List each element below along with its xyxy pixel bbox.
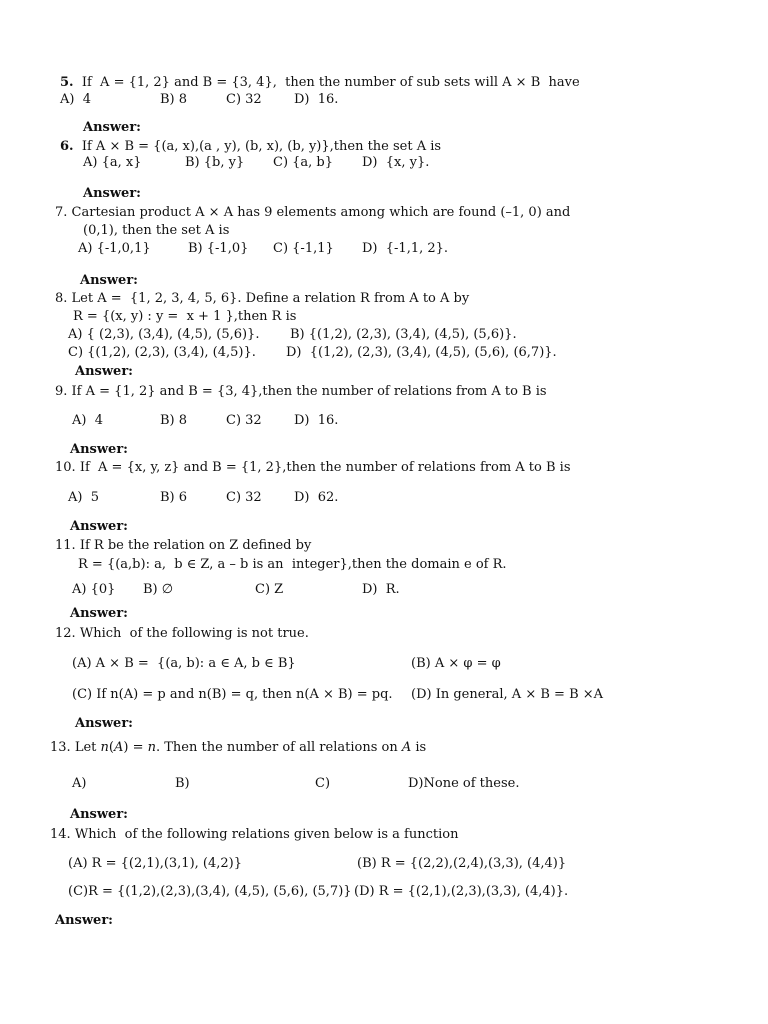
option-a: (A) R = {(2,1),(3,1), (4,2)} [68, 856, 243, 871]
question-9-stem: 9. If A = {1, 2} and B = {3, 4},then the number of relations from A to B is [55, 384, 547, 399]
answer-label: Answer: [80, 273, 138, 288]
question-10-stem: 10. If A = {x, y, z} and B = {1, 2},then the number of relations from A to B is [55, 460, 571, 475]
answer-label: Answer: [55, 913, 113, 928]
question-6-stem: 6. If A × B = {(a, x),(a , y), (b, x), (b, y)},then the set A is [60, 139, 442, 154]
option-b: B) {-1,0} [188, 241, 249, 256]
option-c: C) 32 [226, 92, 262, 107]
question-5-stem: 5. If A = {1, 2} and B = {3, 4}, then the number of sub sets will A × B have [60, 75, 580, 90]
option-c: C) [315, 776, 331, 791]
option-d: D) R. [362, 582, 400, 597]
option-c: C) 32 [226, 413, 262, 428]
option-d: (D) R = {(2,1),(2,3),(3,3), (4,4)}. [354, 884, 569, 899]
option-a: A) {a, x} [83, 155, 142, 170]
answer-label: Answer: [83, 186, 141, 201]
question-8-stem-cont: R = {(x, y) : y = x + 1 },then R is [73, 309, 297, 324]
question-8-stem: 8. Let A = {1, 2, 3, 4, 5, 6}. Define a relation R from A to A by [55, 291, 470, 306]
option-a: A) {-1,0,1} [78, 241, 151, 256]
option-d: D) {-1,1, 2}. [362, 241, 449, 256]
option-b: B) 6 [160, 490, 188, 505]
question-11-stem: 11. If R be the relation on Z defined by [55, 538, 312, 553]
answer-label: Answer: [70, 519, 128, 534]
option-c: C) {(1,2), (2,3), (3,4), (4,5)}. [68, 345, 256, 360]
question-14-stem: 14. Which of the following relations given below is a function [50, 827, 459, 842]
option-a: A) 5 [68, 490, 99, 505]
option-c: C) Z [255, 582, 284, 597]
option-c: (C)R = {(1,2),(2,3),(3,4), (4,5), (5,6), (5,7)} [68, 884, 352, 899]
option-d: D) {(1,2), (2,3), (3,4), (4,5), (5,6), (6,7)}. [286, 345, 557, 360]
answer-label: Answer: [83, 120, 141, 135]
option-a: A) {0} [72, 582, 116, 597]
answer-label: Answer: [75, 716, 133, 731]
answer-label: Answer: [70, 807, 128, 822]
question-13-stem: 13. Let n(A) = n. Then the number of all relations on A is [50, 740, 427, 755]
option-d: D) 16. [294, 92, 339, 107]
option-c: (C) If n(A) = p and n(B) = q, then n(A × B) = pq. [72, 687, 393, 702]
answer-label: Answer: [70, 606, 128, 621]
option-d: (D) In general, A × B = B ×A [411, 687, 604, 702]
option-d: D)None of these. [408, 776, 520, 791]
option-d: D) 16. [294, 413, 339, 428]
option-a: A) [72, 776, 87, 791]
option-b: B) 8 [160, 413, 188, 428]
option-a: A) { (2,3), (3,4), (4,5), (5,6)}. [68, 327, 260, 342]
question-7-stem-cont: (0,1), then the set A is [83, 223, 230, 238]
option-c: C) 32 [226, 490, 262, 505]
answer-label: Answer: [70, 442, 128, 457]
option-d: D) 62. [294, 490, 339, 505]
question-11-stem-cont: R = {(a,b): a, b ∈ Z, a – b is an integer},then the domain e of R. [78, 557, 507, 572]
option-b: (B) R = {(2,2),(2,4),(3,3), (4,4)} [357, 856, 567, 871]
option-b: B) {(1,2), (2,3), (3,4), (4,5), (5,6)}. [290, 327, 517, 342]
option-b: (B) A × φ = φ [411, 656, 501, 671]
option-c: C) {-1,1} [273, 241, 334, 256]
option-b: B) ∅ [143, 582, 174, 597]
question-12-stem: 12. Which of the following is not true. [55, 626, 309, 641]
option-d: D) {x, y}. [362, 155, 430, 170]
option-b: B) 8 [160, 92, 188, 107]
option-a: (A) A × B = {(a, b): a ∈ A, b ∈ B} [72, 656, 296, 671]
option-b: B) [175, 776, 190, 791]
option-a: A) 4 [60, 92, 91, 107]
option-a: A) 4 [72, 413, 103, 428]
option-c: C) {a, b} [273, 155, 334, 170]
answer-label: Answer: [75, 364, 133, 379]
question-7-stem: 7. Cartesian product A × A has 9 elements among which are found (–1, 0) and [55, 205, 571, 220]
option-b: B) {b, y} [185, 155, 245, 170]
